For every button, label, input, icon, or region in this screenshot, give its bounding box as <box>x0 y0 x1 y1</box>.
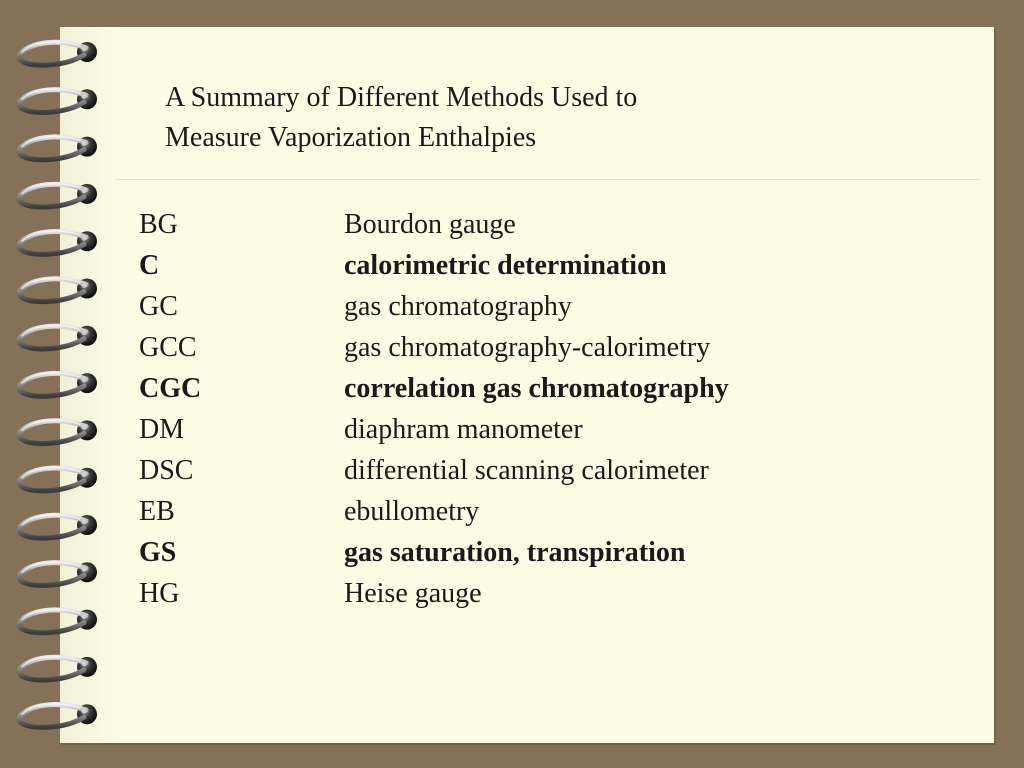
wire-loop-icon <box>19 515 86 538</box>
binding-ring <box>19 515 97 538</box>
method-row-gcc <box>139 327 899 368</box>
method-definition: diaphram manometer <box>344 414 583 445</box>
binding-ring <box>19 184 97 207</box>
wire-loop-icon <box>19 326 86 349</box>
method-row-eb <box>139 491 899 532</box>
method-definition: Bourdon gauge <box>344 209 516 240</box>
method-row-hg <box>139 573 899 614</box>
method-definition: calorimetric determination <box>344 250 667 281</box>
method-abbr: DM <box>139 414 185 445</box>
method-abbr: HG <box>139 578 180 609</box>
binding-ring <box>19 704 97 727</box>
method-abbr: GS <box>139 537 177 568</box>
binding-ring <box>19 467 97 490</box>
method-definition: gas chromatography <box>344 291 572 322</box>
title-line-2: Measure Vaporization Enthalpies <box>165 122 537 153</box>
method-abbr: DSC <box>139 455 194 486</box>
binding-ring <box>19 136 97 159</box>
method-abbr: C <box>139 250 160 281</box>
wire-loop-icon <box>19 42 86 65</box>
wire-loop-icon <box>19 657 86 680</box>
methods-list <box>139 204 899 614</box>
binding-ring <box>19 326 97 349</box>
wire-loop-icon <box>19 137 86 160</box>
binding-ring <box>19 562 97 585</box>
method-definition: Heise gauge <box>344 578 482 609</box>
wire-loop-icon <box>19 90 86 113</box>
wire-loop-icon <box>19 279 86 302</box>
method-row-c <box>139 245 899 286</box>
method-abbr: GCC <box>139 332 197 363</box>
method-row-bg <box>139 204 899 245</box>
wire-loop-icon <box>19 468 86 491</box>
wire-loop-icon <box>19 610 86 633</box>
binding-ring <box>19 231 97 254</box>
method-abbr: BG <box>139 209 178 240</box>
method-abbr: CGC <box>139 373 202 404</box>
binding-ring <box>19 373 97 396</box>
method-abbr: EB <box>139 496 175 527</box>
wire-loop-icon <box>19 421 86 444</box>
spiral-binding <box>0 0 120 768</box>
method-row-dm <box>139 409 899 450</box>
method-row-gs <box>139 532 899 573</box>
binding-ring <box>19 89 97 112</box>
wire-loop-icon <box>19 232 86 255</box>
wire-loop-icon <box>19 184 86 207</box>
binding-ring <box>19 278 97 301</box>
method-row-cgc <box>139 368 899 409</box>
binding-ring <box>19 609 97 632</box>
binding-ring <box>19 657 97 680</box>
method-abbr: GC <box>139 291 178 322</box>
method-definition: differential scanning calorimeter <box>344 455 709 486</box>
method-definition: gas chromatography-calorimetry <box>344 332 711 363</box>
method-row-dsc <box>139 450 899 491</box>
method-definition: ebullometry <box>344 496 480 527</box>
title-line-1: A Summary of Different Methods Used to <box>165 82 638 113</box>
slide-title <box>165 78 865 158</box>
method-row-gc <box>139 286 899 327</box>
wire-loop-icon <box>19 563 86 586</box>
binding-ring <box>19 420 97 443</box>
binding-ring <box>19 42 97 65</box>
title-divider <box>115 179 981 180</box>
wire-loop-icon <box>19 373 86 396</box>
wire-loop-icon <box>19 705 86 728</box>
method-definition: correlation gas chromatography <box>344 373 729 404</box>
method-definition: gas saturation, transpiration <box>344 537 686 568</box>
